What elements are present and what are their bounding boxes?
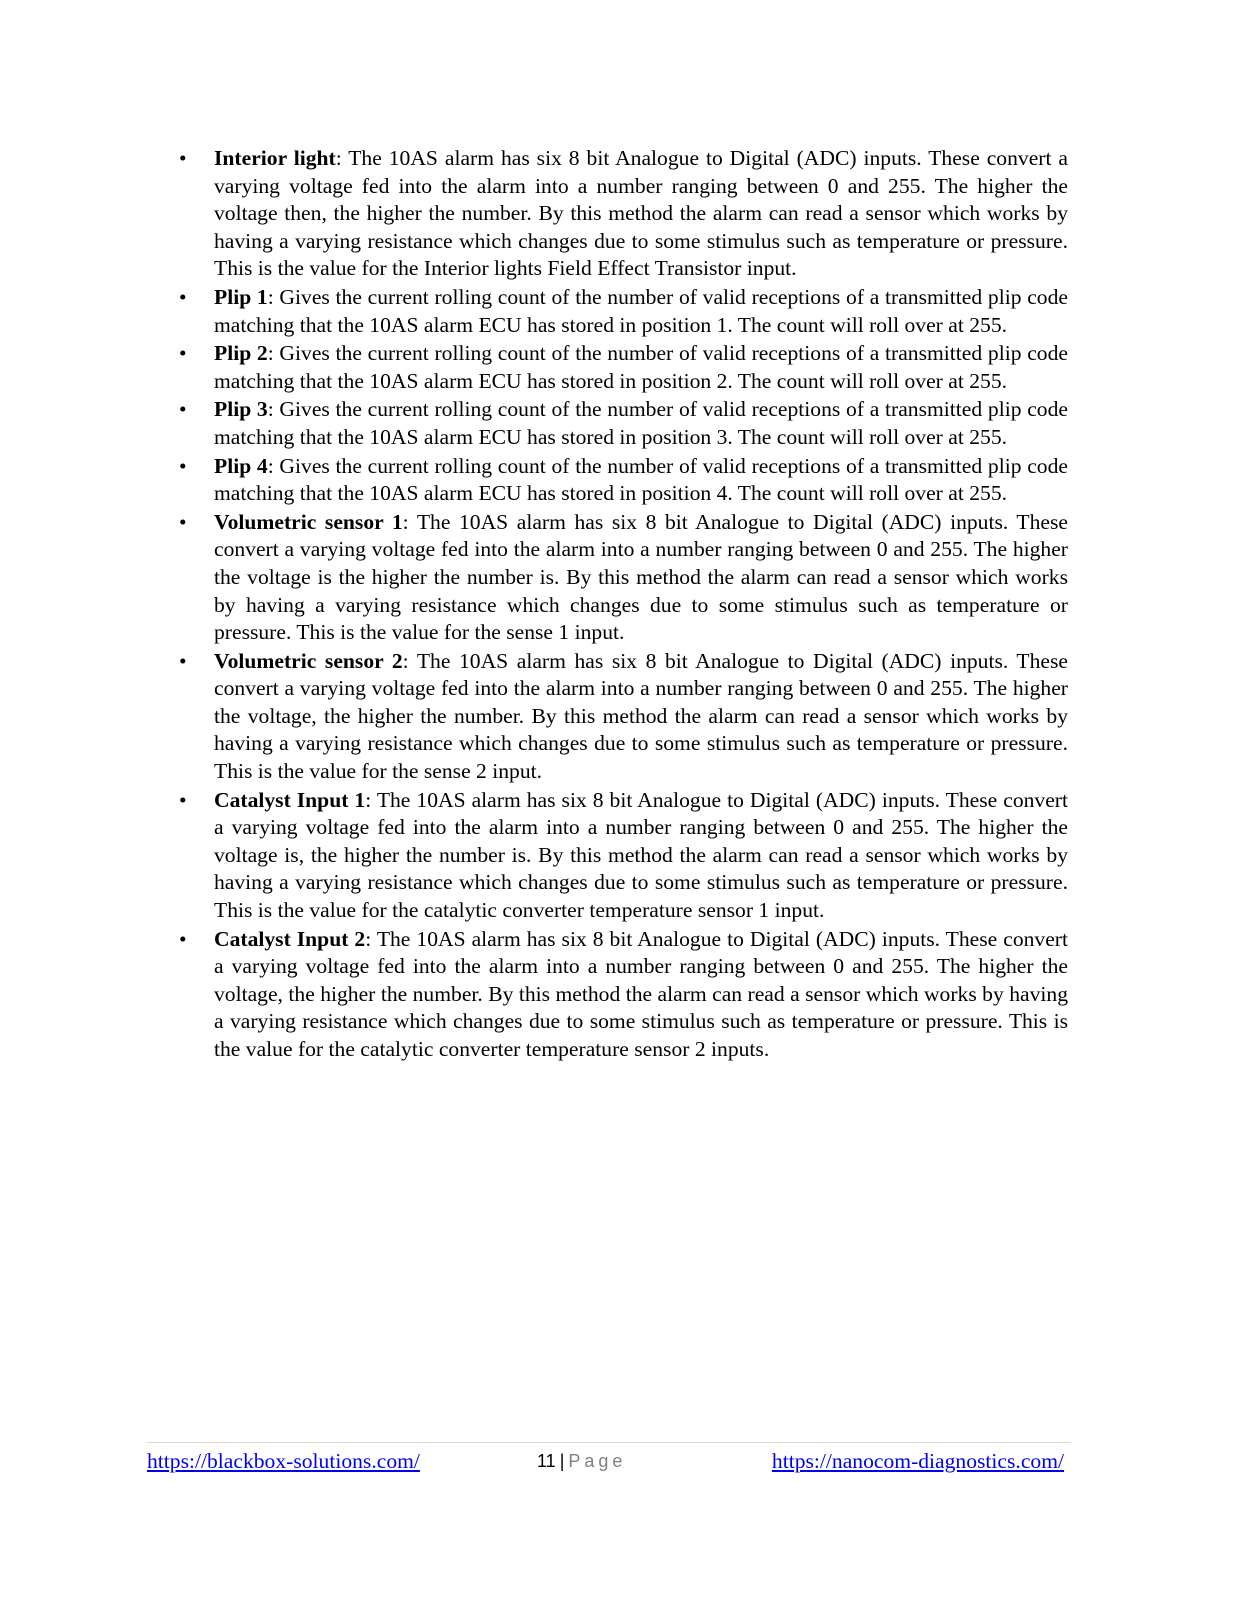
item-text: : The 10AS alarm has six 8 bit Analogue to Digital (ADC) inputs. These convert a varying voltage fed into the alarm into a number ranging between 0 and 255. The higher the voltage, the higher the number. By this method the alarm can read a sensor which works by having a varying resistance which changes due to some stimulus such as temperature or pressure. This is the value for the catalytic converter temperature sensor 2 inputs. bbox=[214, 926, 1068, 1061]
item-term: Interior light bbox=[214, 146, 336, 170]
item-term: Plip 2 bbox=[214, 341, 268, 366]
page-content bbox=[174, 145, 1068, 1065]
item-text: : Gives the current rolling count of the number of valid receptions of a transmitted plip code matching that the 10AS alarm ECU has stored in position 3. The count will roll over at 255. bbox=[214, 397, 1068, 449]
list-item bbox=[174, 648, 1068, 786]
item-text: : The 10AS alarm has six 8 bit Analogue to Digital (ADC) inputs. These convert a varying voltage fed into the alarm into a number ranging between 0 and 255. The higher the voltage then, the higher the number. By this method the alarm can read a sensor which works by having a varying resistance which changes due to some stimulus such as temperature or pressure. This is the value for the Interior lights Field Effect Transistor input. bbox=[214, 146, 1068, 281]
footer-link-blackbox[interactable]: https://blackbox-solutions.com/ bbox=[147, 1449, 420, 1473]
bullet-icon: • bbox=[179, 146, 187, 170]
list-item bbox=[174, 926, 1068, 1064]
bullet-icon: • bbox=[179, 284, 187, 309]
bullet-icon: • bbox=[179, 341, 187, 366]
item-term: Catalyst Input 1 bbox=[214, 787, 366, 812]
bullet-icon: • bbox=[179, 397, 187, 422]
list-item bbox=[174, 340, 1068, 395]
item-term: Plip 4 bbox=[214, 453, 268, 478]
item-term: Plip 3 bbox=[214, 397, 268, 422]
bullet-icon: • bbox=[179, 926, 187, 951]
list-item bbox=[174, 509, 1068, 647]
list-item bbox=[174, 453, 1068, 508]
list-item bbox=[174, 284, 1068, 339]
item-text: : Gives the current rolling count of the number of valid receptions of a transmitted plip code matching that the 10AS alarm ECU has stored in position 2. The count will roll over at 255. bbox=[214, 341, 1068, 393]
item-term: Plip 1 bbox=[214, 284, 268, 309]
page-number bbox=[537, 1451, 626, 1472]
list-item bbox=[174, 145, 1068, 283]
bullet-list bbox=[174, 145, 1068, 1064]
item-text: : The 10AS alarm has six 8 bit Analogue to Digital (ADC) inputs. These convert a varying voltage fed into the alarm into a number ranging between 0 and 255. The higher the voltage is the higher the number is. By this method the alarm can read a sensor which works by having a varying resistance which changes due to some stimulus such as temperature or pressure. This is the value for the sense 1 input. bbox=[214, 509, 1068, 645]
item-text: : The 10AS alarm has six 8 bit Analogue to Digital (ADC) inputs. These convert a varying voltage fed into the alarm into a number ranging between 0 and 255. The higher the voltage, the higher the number. By this method the alarm can read a sensor which works by having a varying resistance which changes due to some stimulus such as temperature or pressure. This is the value for the sense 2 input. bbox=[214, 648, 1068, 784]
bullet-icon: • bbox=[179, 648, 187, 673]
bullet-icon: • bbox=[179, 509, 187, 534]
item-text: : Gives the current rolling count of the number of valid receptions of a transmitted plip code matching that the 10AS alarm ECU has stored in position 1. The count will roll over at 255. bbox=[214, 284, 1068, 337]
item-term: Volumetric sensor 1 bbox=[214, 509, 403, 534]
item-text: : Gives the current rolling count of the number of valid receptions of a transmitted plip code matching that the 10AS alarm ECU has stored in position 4. The count will roll over at 255. bbox=[214, 453, 1068, 506]
page-footer bbox=[147, 1442, 1071, 1483]
item-text: : The 10AS alarm has six 8 bit Analogue to Digital (ADC) inputs. These convert a varying voltage fed into the alarm into a number ranging between 0 and 255. The higher the voltage is, the higher the number is. By this method the alarm can read a sensor which works by having a varying resistance which changes due to some stimulus such as temperature or pressure. This is the value for the catalytic converter temperature sensor 1 input. bbox=[214, 787, 1068, 923]
bullet-icon: • bbox=[179, 453, 187, 478]
footer-link-nanocom[interactable]: https://nanocom-diagnostics.com/ bbox=[771, 1449, 1064, 1473]
page-number-value: 11 bbox=[537, 1451, 556, 1471]
page-separator: | bbox=[559, 1451, 565, 1471]
list-item bbox=[174, 787, 1068, 925]
list-item bbox=[174, 396, 1068, 451]
bullet-icon: • bbox=[179, 787, 187, 812]
item-term: Volumetric sensor 2 bbox=[214, 648, 403, 673]
item-term: Catalyst Input 2 bbox=[214, 926, 366, 951]
page-label: Page bbox=[568, 1451, 627, 1471]
